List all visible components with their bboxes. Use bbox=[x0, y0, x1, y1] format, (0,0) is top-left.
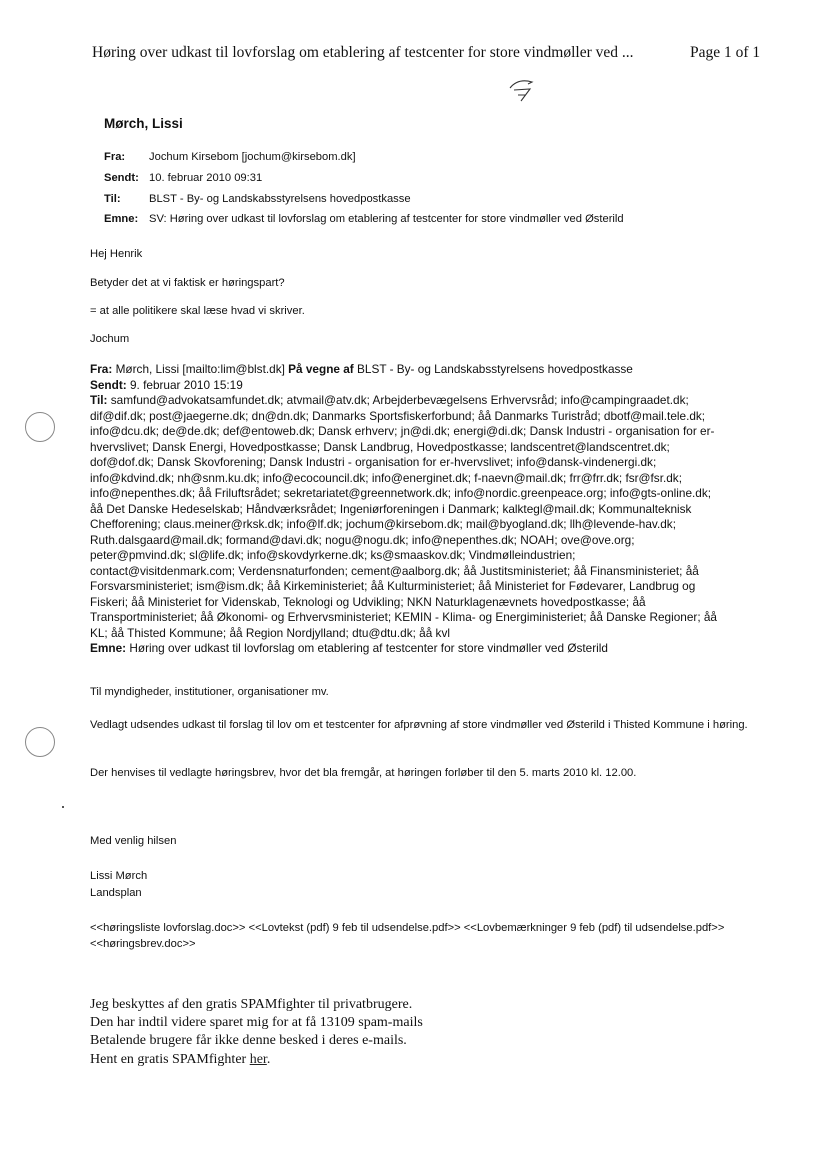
meta-subject bbox=[104, 213, 624, 225]
recipient-line: Transportministeriet; åå Økonomi- og Erhvervsministeriet; KEMIN - Klima- og Energiministeriet; åå Danske Regioner; åå bbox=[90, 610, 717, 624]
recipient-line: Fiskeri; åå Ministeriet for Videnskab, Teknologi og Udvikling; NKN Naturklagenævnets hovedpostkasse; åå bbox=[90, 594, 646, 609]
recipient-line: Chefforening; claus.meiner@rksk.dk; info@lf.dk; jochum@kirsebom.dk; mail@byogland.dk; llh@levende-hav.dk; bbox=[90, 517, 676, 531]
spamfighter-line-2: Den har indtil videre sparet mig for at få 13109 spam-mails bbox=[90, 1015, 423, 1031]
forwarded-from bbox=[90, 362, 770, 378]
body-paragraph-1: Vedlagt udsendes udkast til forslag til lov om et testcenter for afprøvning af store vindmøller ved Østerild i Thisted Kommune i høring. bbox=[90, 719, 748, 731]
recipient-line: åå Det Danske Hedeselskab; Håndværksrådet; Ingeniørforeningen i Danmark; kalktegl@mail.dk; Kommunalteknisk bbox=[90, 501, 692, 516]
page-number: Page 1 of 1 bbox=[690, 44, 761, 61]
reply-greeting: Hej Henrik bbox=[90, 248, 143, 260]
body-salutation: Til myndigheder, institutioner, organisationer mv. bbox=[90, 686, 329, 698]
forwarded-sent-key: Sendt: bbox=[90, 377, 127, 392]
punch-hole-upper bbox=[25, 412, 55, 442]
meta-subject-key: Emne: bbox=[104, 213, 139, 225]
scan-speck bbox=[62, 806, 64, 808]
meta-to-key: Til: bbox=[104, 193, 121, 205]
meta-sent-key: Sendt: bbox=[104, 172, 139, 184]
reply-signature: Jochum bbox=[90, 333, 130, 345]
signature-org: Landsplan bbox=[90, 887, 142, 899]
meta-from-value: Jochum Kirsebom [jochum@kirsebom.dk] bbox=[149, 151, 356, 163]
meta-subject-value: SV: Høring over udkast til lovforslag om etablering af testcenter for store vindmøller ved Østerild bbox=[149, 213, 624, 225]
forwarded-subject-value: Høring over udkast til lovforslag om etablering af testcenter for store vindmøller ved Østerild bbox=[129, 641, 608, 655]
forwarded-sent bbox=[90, 378, 770, 394]
meta-sent bbox=[104, 172, 262, 184]
forwarded-from-value: Mørch, Lissi [mailto:lim@blst.dk] bbox=[115, 362, 285, 376]
handwritten-seven-mark bbox=[506, 76, 542, 102]
recipient-line: Ruth.dalsgaard@mail.dk; formand@davi.dk; nogu@nogu.dk; info@nepenthes.dk; NOAH; ove@ove.org; bbox=[90, 532, 635, 547]
recipient-line: peter@pmvind.dk; sl@life.dk; info@skovdyrkerne.dk; ks@smaaskov.dk; Vindmølleindustrien; bbox=[90, 548, 576, 562]
attachments-list: <<høringsliste lovforslag.doc>> <<Lovtekst (pdf) 9 feb til udsendelse.pdf>> <<Lovbemærkninger 9 feb (pdf) til udsendelse.pdf>> <<høringsbrev.doc>> bbox=[90, 922, 725, 950]
recipient-line: hvervslivet; Dansk Energi, Hovedpostkasse; Dansk Landbrug, Hovedpostkasse; landscentret@landscentret.dk; bbox=[90, 439, 670, 454]
reply-question: Betyder det at vi faktisk er høringspart? bbox=[90, 277, 285, 289]
forwarded-sent-value: 9. februar 2010 15:19 bbox=[129, 377, 243, 392]
meta-to bbox=[104, 193, 411, 205]
punch-hole-lower bbox=[25, 727, 55, 757]
forwarded-from-key: Fra: bbox=[90, 362, 113, 376]
recipient-line: info@kdvind.dk; nh@snm.ku.dk; info@ecocouncil.dk; info@energinet.dk; f-naevn@mail.dk; frr@frr.dk; fsr@fsr.dk; bbox=[90, 470, 682, 485]
meta-to-value: BLST - By- og Landskabsstyrelsens hovedpostkasse bbox=[149, 193, 411, 205]
spamfighter-line-4-prefix: Hent en gratis SPAMfighter bbox=[90, 1051, 250, 1067]
recipient-line: dof@dof.dk; Dansk Skovforening; Dansk Industri - organisation for er-hvervslivet; info@dansk-vindenergi.dk; bbox=[90, 455, 657, 469]
recipient-line: contact@visitdenmark.com; Verdensnaturfonden; cement@aalborg.dk; åå Justitsministeriet; åå Finansministeriet; åå bbox=[90, 563, 699, 578]
recipient-line: dif@dif.dk; post@jaegerne.dk; dn@dn.dk; Danmarks Sportsfiskerforbund; åå Danmarks Turistråd; dbotf@mail.tele.dk; bbox=[90, 408, 706, 423]
page-header bbox=[92, 44, 782, 62]
forwarded-to-line bbox=[90, 393, 770, 409]
forwarded-on-behalf-value: BLST - By- og Landskabsstyrelsens hovedpostkasse bbox=[357, 362, 633, 376]
meta-from-key: Fra: bbox=[104, 151, 126, 163]
spamfighter-line-3: Betalende brugere får ikke denne besked i deres e-mails. bbox=[90, 1033, 407, 1049]
reply-statement: = at alle politikere skal læse hvad vi skriver. bbox=[90, 305, 305, 317]
spamfighter-line-4 bbox=[90, 1051, 423, 1069]
page-title: Høring over udkast til lovforslag om etablering af testcenter for store vindmøller ved ... bbox=[92, 44, 634, 61]
recipient-line: samfund@advokatsamfundet.dk; atvmail@atv.dk; Arbejderbevægelsens Erhvervsråd; info@campingraadet.dk; bbox=[110, 393, 689, 407]
recipient-line: info@dcu.dk; de@de.dk; def@entoweb.dk; Dansk erhverv; jn@di.dk; energi@di.dk; Dansk Industri - organisation for er- bbox=[90, 424, 715, 438]
forwarded-header bbox=[90, 362, 770, 657]
meta-sent-value: 10. februar 2010 09:31 bbox=[149, 172, 263, 184]
recipient-line: KL; åå Thisted Kommune; åå Region Nordjylland; dtu@dtu.dk; åå kvl bbox=[90, 625, 450, 640]
sender-name: Mørch, Lissi bbox=[104, 116, 183, 131]
meta-from bbox=[104, 151, 356, 163]
body-closing: Med venlig hilsen bbox=[90, 835, 177, 847]
signature-name: Lissi Mørch bbox=[90, 870, 148, 882]
forwarded-subject bbox=[90, 641, 770, 657]
forwarded-on-behalf-key: På vegne af bbox=[288, 362, 354, 376]
forwarded-to-key: Til: bbox=[90, 393, 108, 407]
body-paragraph-2: Der henvises til vedlagte høringsbrev, hvor det bla fremgår, at høringen forløber til den 5. marts 2010 kl. 12.00. bbox=[90, 767, 637, 779]
spamfighter-download-link[interactable]: her bbox=[249, 1051, 267, 1067]
spamfighter-footer bbox=[90, 996, 423, 1069]
spamfighter-line-1: Jeg beskyttes af den gratis SPAMfighter til privatbrugere. bbox=[90, 997, 413, 1012]
recipient-line: Forsvarsministeriet; ism@ism.dk; åå Kirkeministeriet; åå Kulturministeriet; åå Ministeriet for Fødevarer, Landbrug og bbox=[90, 579, 696, 593]
recipient-line: info@nepenthes.dk; åå Friluftsrådet; sekretariatet@greennetwork.dk; info@nordic.greenpeace.org; info@gts-online.dk; bbox=[90, 486, 712, 500]
forwarded-subject-key: Emne: bbox=[90, 641, 127, 655]
spamfighter-line-4-suffix: . bbox=[266, 1051, 271, 1067]
